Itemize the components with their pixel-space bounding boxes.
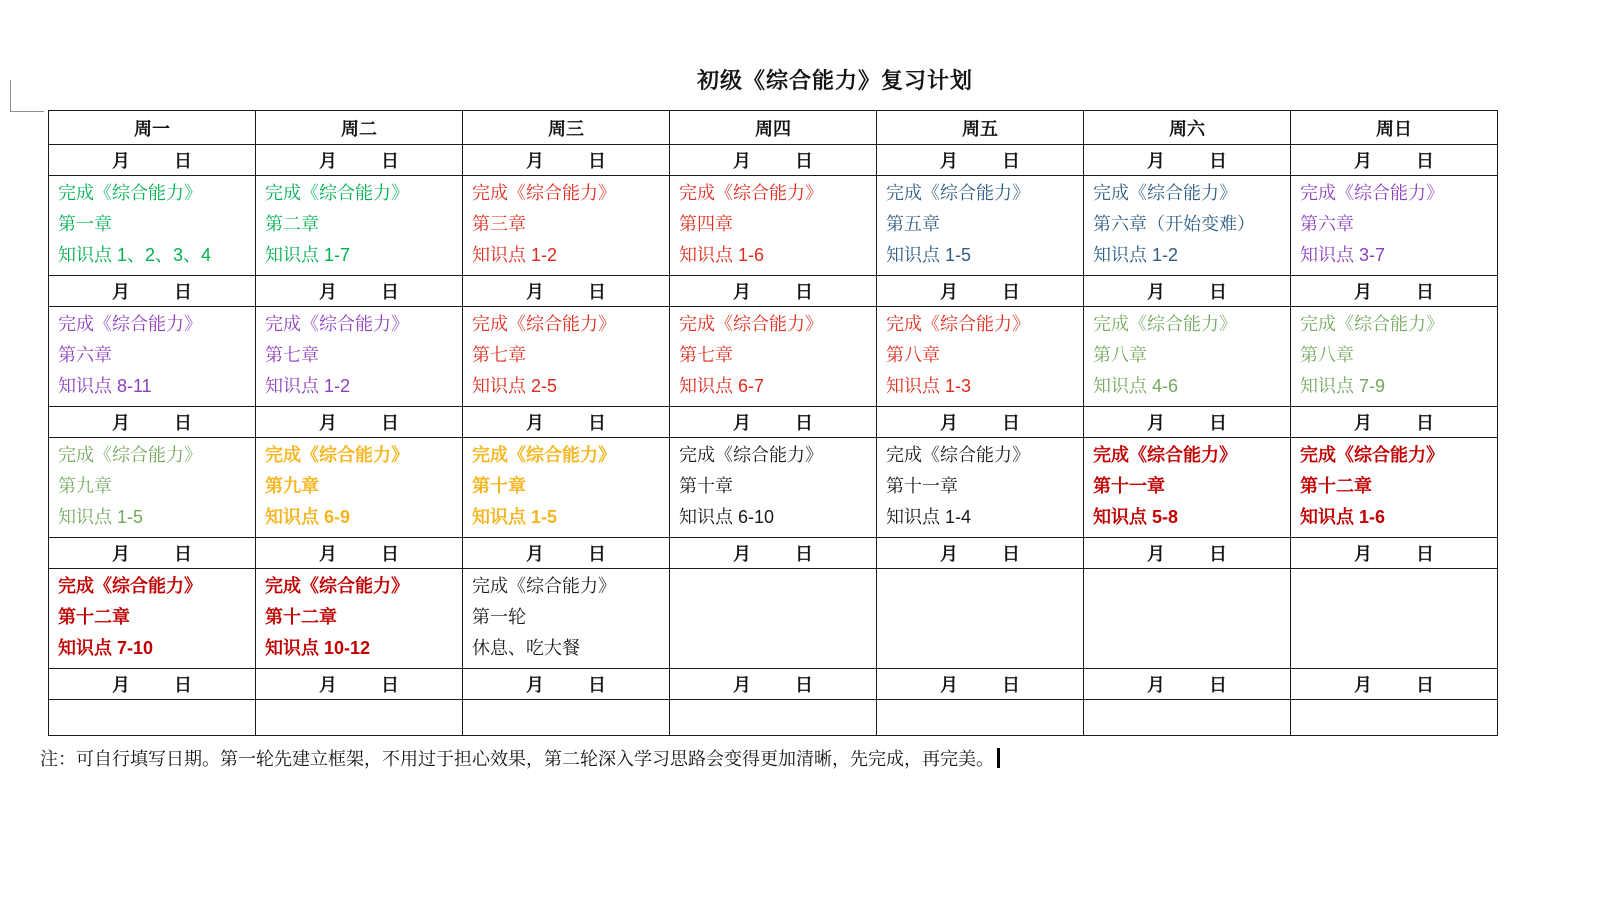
month-day-row-5 (49, 669, 1498, 700)
date-fill-cell-sun[interactable] (1291, 669, 1498, 700)
date-fill-cell-thu[interactable] (670, 407, 877, 438)
month-day-labels (1292, 278, 1496, 304)
month-label: 月 (940, 675, 958, 695)
date-fill-cell-thu[interactable] (670, 538, 877, 569)
month-label: 月 (1147, 282, 1165, 302)
date-fill-cell-thu[interactable] (670, 145, 877, 176)
task-cell-week3-fri[interactable] (877, 438, 1084, 538)
task-line: 第七章 (679, 345, 733, 365)
month-label: 月 (526, 413, 544, 433)
task-cell-week2-thu[interactable] (670, 307, 877, 407)
day-label: 日 (1416, 413, 1434, 433)
date-fill-cell-wed[interactable] (463, 669, 670, 700)
month-label: 月 (319, 413, 337, 433)
date-fill-cell-wed[interactable] (463, 276, 670, 307)
month-day-labels (671, 671, 875, 697)
task-line: 第三章 (472, 214, 526, 234)
task-line: 知识点 6-10 (679, 507, 775, 527)
task-line: 第七章 (265, 345, 319, 365)
date-fill-cell-sat[interactable] (1084, 538, 1291, 569)
task-line: 第十二章 (1300, 476, 1372, 496)
day-label: 日 (1416, 675, 1434, 695)
task-cell-week4-wed[interactable] (463, 569, 670, 669)
empty-row (49, 700, 1498, 736)
month-day-labels (671, 409, 875, 435)
task-line: 第十二章 (265, 607, 337, 627)
task-line: 知识点 1-6 (1300, 507, 1386, 527)
month-label: 月 (733, 282, 751, 302)
date-fill-cell-wed[interactable] (463, 538, 670, 569)
task-line: 第十章 (679, 476, 733, 496)
task-cell-week3-sun[interactable] (1291, 438, 1498, 538)
task-line: 第六章（开始变难） (1093, 214, 1255, 234)
week-3-task-row (49, 438, 1498, 538)
task-cell-week2-fri[interactable] (877, 307, 1084, 407)
day-label: 日 (795, 675, 813, 695)
task-line: 知识点 7-9 (1300, 376, 1386, 396)
month-day-labels (671, 278, 875, 304)
task-line: 完成《综合能力》 (679, 445, 823, 465)
weekday-header-sat[interactable]: 周六 (1084, 111, 1291, 145)
review-plan-table (48, 110, 1498, 736)
task-line: 知识点 3-7 (1300, 245, 1386, 265)
day-label: 日 (381, 675, 399, 695)
weekday-header-row (49, 111, 1498, 145)
month-day-labels (1292, 409, 1496, 435)
task-line: 第七章 (472, 345, 526, 365)
task-line: 完成《综合能力》 (58, 314, 202, 334)
day-label: 日 (1002, 413, 1020, 433)
month-label: 月 (319, 675, 337, 695)
day-label: 日 (1209, 413, 1227, 433)
empty-fill-cell-mon[interactable] (49, 700, 256, 736)
date-fill-cell-sat[interactable] (1084, 145, 1291, 176)
date-fill-cell-sat[interactable] (1084, 669, 1291, 700)
task-line: 知识点 6-7 (679, 376, 765, 396)
task-line: 知识点 5-8 (1093, 507, 1179, 527)
month-day-labels (464, 147, 668, 173)
weekday-header-thu[interactable]: 周四 (670, 111, 877, 145)
task-line: 知识点 2-5 (472, 376, 558, 396)
task-line: 完成《综合能力》 (1093, 314, 1237, 334)
task-line: 第十一章 (1093, 476, 1165, 496)
weekday-header-sun[interactable]: 周日 (1291, 111, 1498, 145)
day-label: 日 (1416, 151, 1434, 171)
day-label: 日 (588, 544, 606, 564)
day-label: 日 (1209, 282, 1227, 302)
task-cell-week2-sun[interactable] (1291, 307, 1498, 407)
day-label: 日 (174, 413, 192, 433)
task-line: 第六章 (58, 345, 112, 365)
date-fill-cell-tue[interactable] (256, 276, 463, 307)
task-line: 第五章 (886, 214, 940, 234)
month-label: 月 (733, 675, 751, 695)
task-cell-week1-fri[interactable] (877, 176, 1084, 276)
task-line: 知识点 1-5 (886, 245, 972, 265)
task-line: 完成《综合能力》 (472, 183, 616, 203)
month-day-row-1 (49, 145, 1498, 176)
month-label: 月 (1147, 675, 1165, 695)
footnote (40, 745, 1600, 771)
month-day-labels (257, 147, 461, 173)
month-day-labels (50, 540, 254, 566)
month-day-labels (1292, 671, 1496, 697)
task-line: 知识点 1-6 (679, 245, 765, 265)
task-line: 第四章 (679, 214, 733, 234)
page-margin-corner-mark (10, 80, 44, 112)
task-line: 知识点 1-5 (58, 507, 144, 527)
month-label: 月 (112, 151, 130, 171)
month-day-labels (257, 409, 461, 435)
task-line: 知识点 1-3 (886, 376, 972, 396)
task-line: 完成《综合能力》 (679, 183, 823, 203)
date-fill-cell-fri[interactable] (877, 276, 1084, 307)
date-fill-cell-wed[interactable] (463, 407, 670, 438)
month-day-labels (1085, 278, 1289, 304)
day-label: 日 (1416, 282, 1434, 302)
task-cell-week4-sun[interactable] (1291, 569, 1498, 669)
month-day-labels (50, 147, 254, 173)
task-line: 知识点 1-2 (472, 245, 558, 265)
day-label: 日 (795, 413, 813, 433)
date-fill-cell-tue[interactable] (256, 407, 463, 438)
month-label: 月 (1354, 151, 1372, 171)
month-day-labels (464, 671, 668, 697)
day-label: 日 (1002, 675, 1020, 695)
month-day-labels (464, 540, 668, 566)
month-day-labels (257, 540, 461, 566)
day-label: 日 (1416, 544, 1434, 564)
task-line: 第十二章 (58, 607, 130, 627)
date-fill-cell-mon[interactable] (49, 145, 256, 176)
task-line: 第九章 (265, 476, 319, 496)
month-day-labels (878, 540, 1082, 566)
task-cell-week2-mon[interactable] (49, 307, 256, 407)
task-cell-week4-thu[interactable] (670, 569, 877, 669)
date-fill-cell-wed[interactable] (463, 145, 670, 176)
day-label: 日 (795, 282, 813, 302)
task-cell-week3-tue[interactable] (256, 438, 463, 538)
day-label: 日 (588, 282, 606, 302)
month-label: 月 (940, 413, 958, 433)
task-line: 完成《综合能力》 (265, 576, 409, 596)
month-day-labels (464, 409, 668, 435)
task-line: 完成《综合能力》 (58, 183, 202, 203)
task-line: 完成《综合能力》 (886, 183, 1030, 203)
task-cell-week4-fri[interactable] (877, 569, 1084, 669)
task-line: 知识点 10-12 (265, 638, 371, 658)
task-line: 完成《综合能力》 (1300, 445, 1444, 465)
empty-fill-cell-sat[interactable] (1084, 700, 1291, 736)
task-cell-week1-thu[interactable] (670, 176, 877, 276)
task-line: 完成《综合能力》 (58, 445, 202, 465)
task-line: 第一章 (58, 214, 112, 234)
task-cell-week1-sun[interactable] (1291, 176, 1498, 276)
day-label: 日 (381, 544, 399, 564)
task-line: 完成《综合能力》 (886, 314, 1030, 334)
empty-fill-cell-tue[interactable] (256, 700, 463, 736)
date-fill-cell-sun[interactable] (1291, 145, 1498, 176)
task-line: 完成《综合能力》 (886, 445, 1030, 465)
task-line: 完成《综合能力》 (265, 445, 409, 465)
task-cell-week1-sat[interactable] (1084, 176, 1291, 276)
day-label: 日 (588, 675, 606, 695)
month-label: 月 (112, 282, 130, 302)
month-label: 月 (112, 413, 130, 433)
task-line: 知识点 6-9 (265, 507, 351, 527)
month-label: 月 (526, 675, 544, 695)
month-label: 月 (112, 675, 130, 695)
task-line: 完成《综合能力》 (1093, 183, 1237, 203)
month-day-labels (878, 671, 1082, 697)
task-cell-week1-mon[interactable] (49, 176, 256, 276)
day-label: 日 (174, 151, 192, 171)
task-cell-week2-sat[interactable] (1084, 307, 1291, 407)
month-day-labels (50, 278, 254, 304)
month-day-labels (464, 278, 668, 304)
month-day-labels (1292, 540, 1496, 566)
empty-fill-cell-sun[interactable] (1291, 700, 1498, 736)
date-fill-cell-tue[interactable] (256, 669, 463, 700)
month-day-labels (1085, 147, 1289, 173)
date-fill-cell-thu[interactable] (670, 669, 877, 700)
date-fill-cell-fri[interactable] (877, 538, 1084, 569)
month-day-row-3 (49, 407, 1498, 438)
date-fill-cell-fri[interactable] (877, 669, 1084, 700)
task-cell-week3-mon[interactable] (49, 438, 256, 538)
task-line: 第十一章 (886, 476, 958, 496)
month-label: 月 (526, 282, 544, 302)
month-label: 月 (733, 151, 751, 171)
page-title: 初级《综合能力》复习计划 (696, 68, 973, 93)
task-line: 知识点 8-11 (58, 376, 152, 396)
task-line: 知识点 1-7 (265, 245, 351, 265)
task-line: 第六章 (1300, 214, 1354, 234)
month-label: 月 (940, 151, 958, 171)
month-day-labels (257, 278, 461, 304)
day-label: 日 (1002, 282, 1020, 302)
month-day-labels (671, 147, 875, 173)
month-label: 月 (319, 544, 337, 564)
task-line: 完成《综合能力》 (58, 576, 202, 596)
task-line: 第十章 (472, 476, 526, 496)
day-label: 日 (1002, 151, 1020, 171)
date-fill-cell-tue[interactable] (256, 145, 463, 176)
month-label: 月 (1147, 151, 1165, 171)
month-day-labels (1085, 540, 1289, 566)
date-fill-cell-mon[interactable] (49, 407, 256, 438)
task-line: 知识点 1、2、3、4 (58, 245, 212, 265)
date-fill-cell-mon[interactable] (49, 538, 256, 569)
task-line: 知识点 4-6 (1093, 376, 1179, 396)
task-cell-week3-wed[interactable] (463, 438, 670, 538)
footnote-text: 注：可自行填写日期。第一轮先建立框架，不用过于担心效果，第二轮深入学习思路会变得更加清晰，先完成，再完美。 (40, 749, 994, 769)
weekday-header-mon[interactable]: 周一 (49, 111, 256, 145)
task-cell-week1-wed[interactable] (463, 176, 670, 276)
task-line: 完成《综合能力》 (1300, 314, 1444, 334)
task-line: 完成《综合能力》 (1300, 183, 1444, 203)
weekday-header-tue[interactable]: 周二 (256, 111, 463, 145)
task-cell-week2-wed[interactable] (463, 307, 670, 407)
month-label: 月 (526, 544, 544, 564)
task-line: 完成《综合能力》 (265, 314, 409, 334)
date-fill-cell-thu[interactable] (670, 276, 877, 307)
month-day-row-4 (49, 538, 1498, 569)
month-day-labels (671, 540, 875, 566)
task-line: 第八章 (1300, 345, 1354, 365)
task-line: 完成《综合能力》 (1093, 445, 1237, 465)
date-fill-cell-mon[interactable] (49, 669, 256, 700)
task-cell-week4-sat[interactable] (1084, 569, 1291, 669)
day-label: 日 (1002, 544, 1020, 564)
day-label: 日 (1209, 151, 1227, 171)
week-1-task-row (49, 176, 1498, 276)
task-line: 休息、吃大餐 (472, 638, 580, 658)
task-line: 第八章 (1093, 345, 1147, 365)
month-day-labels (1292, 147, 1496, 173)
day-label: 日 (381, 151, 399, 171)
month-label: 月 (112, 544, 130, 564)
day-label: 日 (381, 282, 399, 302)
month-day-labels (878, 409, 1082, 435)
task-line: 完成《综合能力》 (472, 576, 616, 596)
day-label: 日 (795, 151, 813, 171)
month-day-labels (50, 671, 254, 697)
task-line: 第九章 (58, 476, 112, 496)
task-cell-week4-tue[interactable] (256, 569, 463, 669)
day-label: 日 (795, 544, 813, 564)
month-label: 月 (1147, 544, 1165, 564)
month-label: 月 (319, 282, 337, 302)
day-label: 日 (381, 413, 399, 433)
empty-fill-cell-wed[interactable] (463, 700, 670, 736)
month-day-labels (1085, 409, 1289, 435)
task-line: 知识点 1-2 (265, 376, 351, 396)
date-fill-cell-sun[interactable] (1291, 407, 1498, 438)
week-2-task-row (49, 307, 1498, 407)
task-line: 完成《综合能力》 (265, 183, 409, 203)
task-cell-week4-mon[interactable] (49, 569, 256, 669)
month-day-labels (50, 409, 254, 435)
task-line: 第八章 (886, 345, 940, 365)
month-label: 月 (940, 282, 958, 302)
task-line: 第二章 (265, 214, 319, 234)
date-fill-cell-fri[interactable] (877, 407, 1084, 438)
day-label: 日 (1209, 675, 1227, 695)
month-label: 月 (733, 544, 751, 564)
day-label: 日 (174, 675, 192, 695)
week-4-task-row (49, 569, 1498, 669)
task-line: 完成《综合能力》 (472, 314, 616, 334)
month-day-labels (878, 147, 1082, 173)
month-label: 月 (1354, 544, 1372, 564)
day-label: 日 (174, 282, 192, 302)
month-label: 月 (733, 413, 751, 433)
month-label: 月 (1147, 413, 1165, 433)
month-day-labels (257, 671, 461, 697)
task-cell-week1-tue[interactable] (256, 176, 463, 276)
weekday-header-wed[interactable]: 周三 (463, 111, 670, 145)
task-cell-week3-sat[interactable] (1084, 438, 1291, 538)
date-fill-cell-fri[interactable] (877, 145, 1084, 176)
month-label: 月 (1354, 675, 1372, 695)
date-fill-cell-mon[interactable] (49, 276, 256, 307)
date-fill-cell-sun[interactable] (1291, 276, 1498, 307)
task-line: 知识点 1-4 (886, 507, 972, 527)
weekday-header-fri[interactable]: 周五 (877, 111, 1084, 145)
empty-fill-cell-thu[interactable] (670, 700, 877, 736)
date-fill-cell-sat[interactable] (1084, 407, 1291, 438)
day-label: 日 (174, 544, 192, 564)
date-fill-cell-sun[interactable] (1291, 538, 1498, 569)
task-line: 知识点 7-10 (58, 638, 154, 658)
month-label: 月 (526, 151, 544, 171)
date-fill-cell-sat[interactable] (1084, 276, 1291, 307)
task-line: 知识点 1-2 (1093, 245, 1179, 265)
month-day-labels (878, 278, 1082, 304)
date-fill-cell-tue[interactable] (256, 538, 463, 569)
task-line: 完成《综合能力》 (472, 445, 616, 465)
day-label: 日 (1209, 544, 1227, 564)
task-line: 完成《综合能力》 (679, 314, 823, 334)
task-cell-week3-thu[interactable] (670, 438, 877, 538)
month-label: 月 (940, 544, 958, 564)
day-label: 日 (588, 151, 606, 171)
empty-fill-cell-fri[interactable] (877, 700, 1084, 736)
month-day-row-2 (49, 276, 1498, 307)
month-label: 月 (319, 151, 337, 171)
task-cell-week2-tue[interactable] (256, 307, 463, 407)
month-day-labels (1085, 671, 1289, 697)
task-line: 第一轮 (472, 607, 526, 627)
month-label: 月 (1354, 413, 1372, 433)
task-line: 知识点 1-5 (472, 507, 558, 527)
text-cursor (997, 748, 1000, 768)
day-label: 日 (588, 413, 606, 433)
month-label: 月 (1354, 282, 1372, 302)
